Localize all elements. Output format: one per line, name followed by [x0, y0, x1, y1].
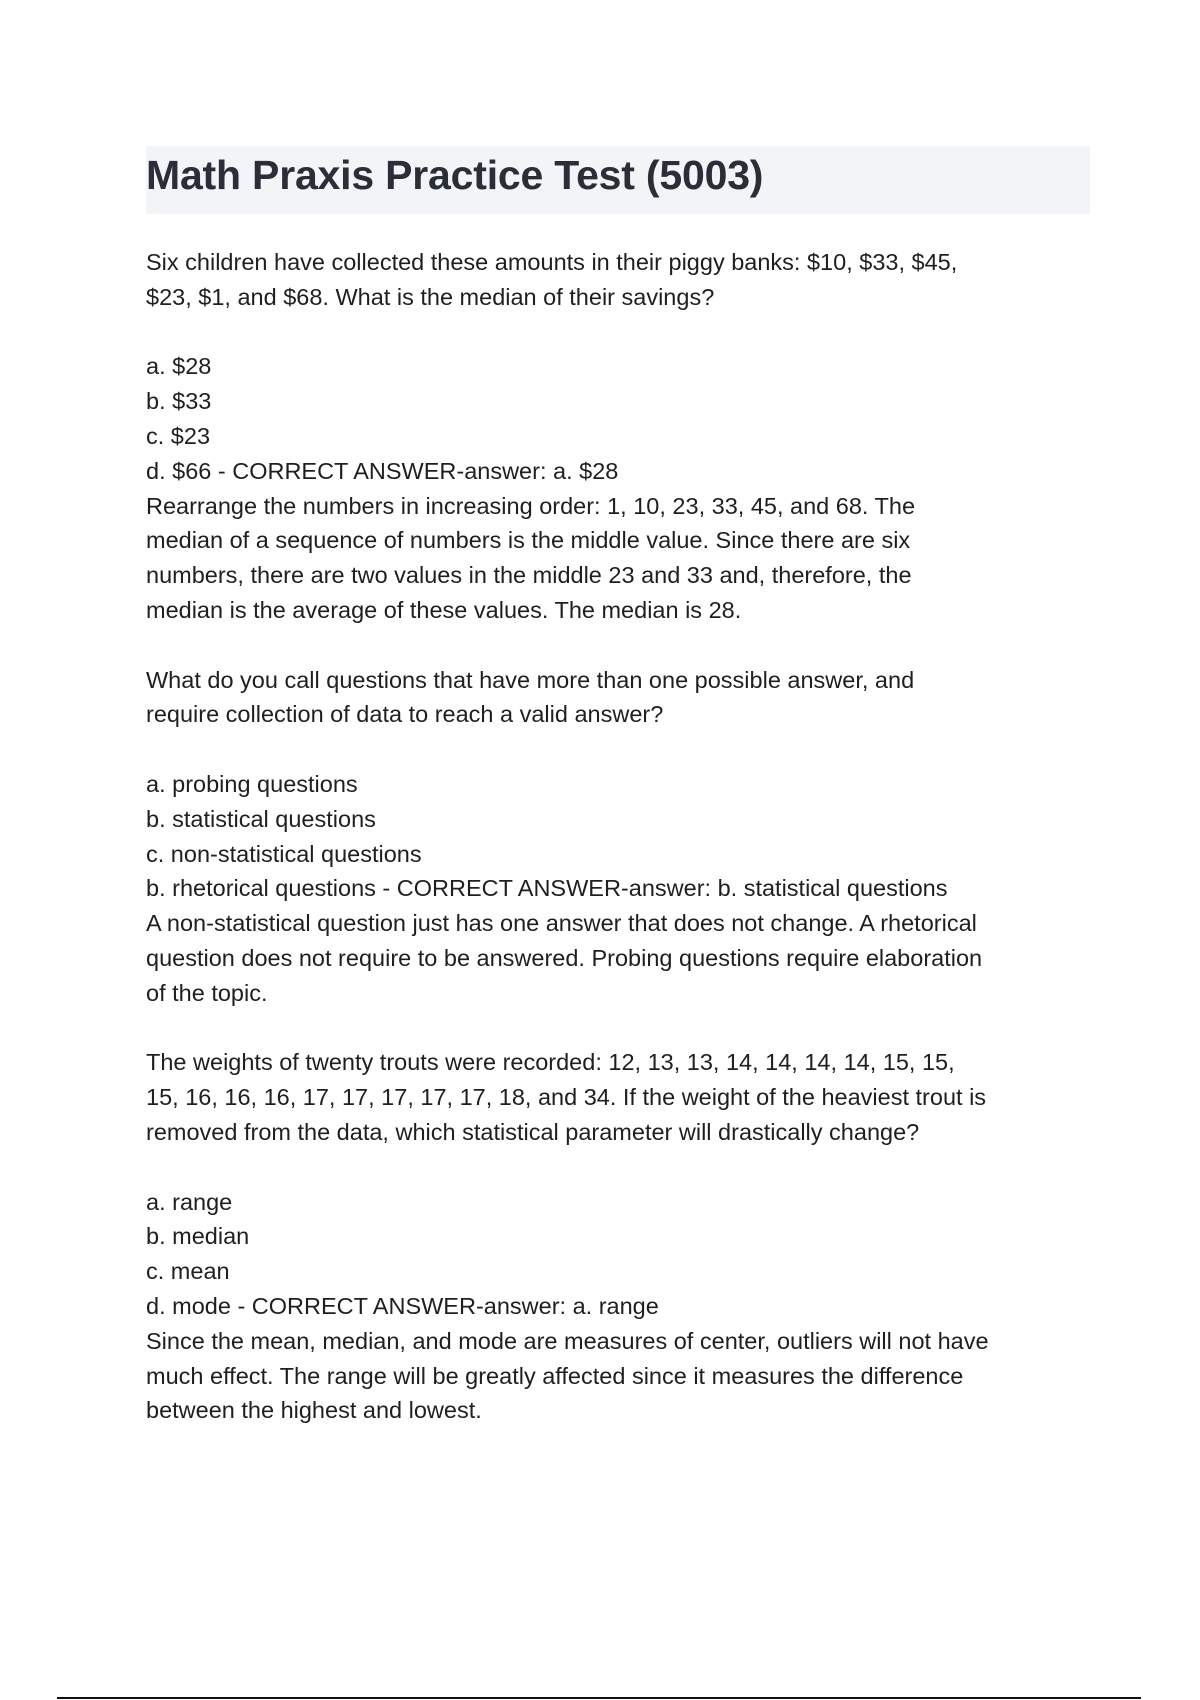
page-footer-rule: [57, 1697, 1141, 1699]
spacer: [146, 1011, 1106, 1046]
answer-option: a. $28: [146, 353, 212, 380]
answer-option: d. mode - CORRECT ANSWER-answer: a. range: [146, 1292, 659, 1319]
question-text: Six children have collected these amounts in their piggy banks: $10, $33, $45,: [146, 249, 958, 275]
answer-option: c. non-statistical questions: [146, 840, 422, 867]
explanation-text: question does not require to be answered. Probing questions require elaboration: [146, 944, 983, 971]
explanation-text: of the topic.: [146, 979, 268, 1006]
question-text: The weights of twenty trouts were recorded: 12, 13, 13, 14, 14, 14, 14, 15, 15,: [146, 1049, 955, 1076]
answer-option: a. probing questions: [146, 770, 358, 797]
question-text: require collection of data to reach a valid answer?: [146, 701, 664, 728]
explanation-text: Since the mean, median, and mode are measures of center, outliers will not have: [146, 1327, 989, 1354]
title-banner: [146, 146, 1090, 214]
spacer: [146, 628, 1106, 663]
explanation-text: median is the average of these values. The median is 28.: [146, 596, 742, 623]
explanation-text: Rearrange the numbers in increasing order: 1, 10, 23, 33, 45, and 68. The: [146, 492, 916, 519]
answer-option: b. rhetorical questions - CORRECT ANSWER-answer: b. statistical questions: [146, 875, 948, 902]
spacer: [146, 732, 1106, 767]
answer-option: b. $33: [146, 388, 212, 415]
explanation-text: between the highest and lowest.: [146, 1397, 482, 1424]
spacer: [146, 315, 1106, 350]
answer-option: d. $66 - CORRECT ANSWER-answer: a. $28: [146, 457, 619, 484]
page-title: Math Praxis Practice Test (5003): [146, 152, 764, 198]
question-text: 15, 16, 16, 16, 17, 17, 17, 17, 17, 18, and 34. If the weight of the heaviest trout is: [146, 1084, 987, 1111]
answer-option: a. range: [146, 1188, 233, 1215]
answer-option: b. median: [146, 1223, 250, 1250]
explanation-text: median of a sequence of numbers is the middle value. Since there are six: [146, 527, 911, 554]
question-text: What do you call questions that have more than one possible answer, and: [146, 666, 915, 693]
explanation-text: A non-statistical question just has one answer that does not change. A rhetorical: [146, 910, 977, 937]
explanation-text: numbers, there are two values in the middle 23 and 33 and, therefore, the: [146, 562, 912, 589]
answer-option: b. statistical questions: [146, 805, 376, 832]
answer-option: c. mean: [146, 1258, 230, 1285]
answer-option: c. $23: [146, 422, 211, 449]
question-text: $23, $1, and $68. What is the median of their savings?: [146, 283, 715, 310]
question-text: removed from the data, which statistical parameter will drastically change?: [146, 1118, 920, 1145]
spacer: [146, 1150, 1106, 1185]
document-body: [146, 245, 1106, 1428]
explanation-text: much effect. The range will be greatly affected since it measures the difference: [146, 1362, 964, 1389]
